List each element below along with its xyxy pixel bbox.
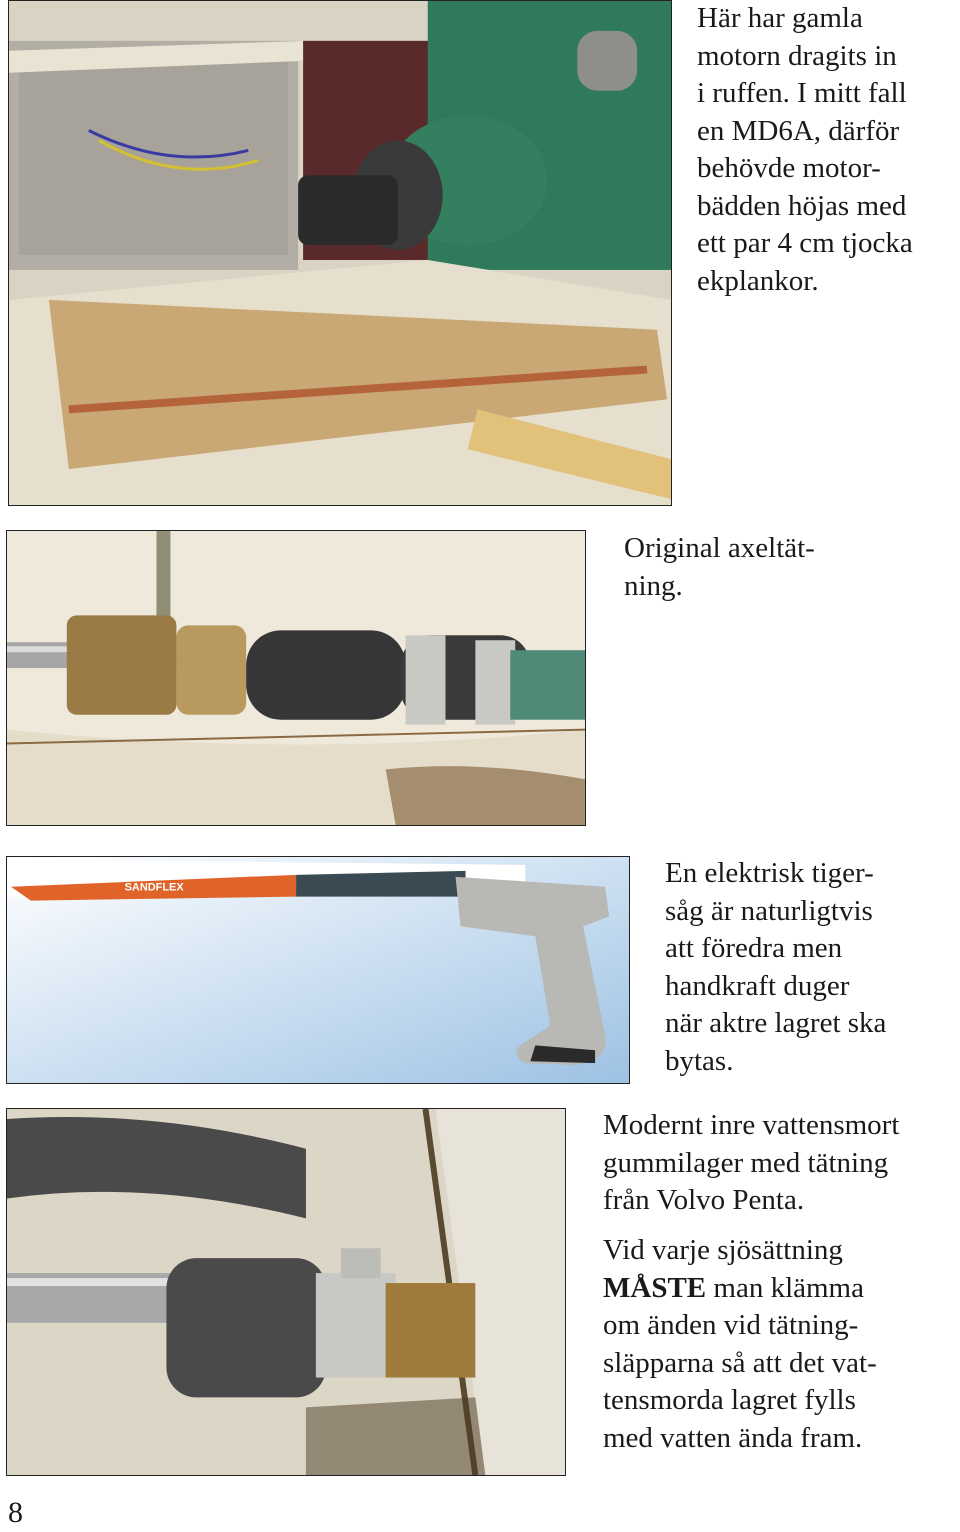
- caption-line: bytas.: [665, 1044, 734, 1077]
- caption-line: med vatten ända fram.: [603, 1421, 863, 1454]
- emphasis-word: MÅSTE: [603, 1271, 707, 1304]
- saw-caption: [665, 855, 886, 1080]
- bearing-illustration: [7, 1109, 565, 1475]
- saw-illustration: [7, 857, 629, 1083]
- caption-line: från Volvo Penta.: [603, 1184, 805, 1216]
- shaft-seal-illustration: [7, 531, 585, 825]
- bearing-caption: [603, 1107, 899, 1220]
- caption-line: gummilager med tätning: [603, 1146, 889, 1179]
- caption-line: en MD6A, därför: [697, 114, 900, 147]
- caption-line: En elektrisk tiger-: [665, 857, 874, 889]
- caption-line: ning.: [624, 569, 683, 602]
- caption-line: motorn dragits in: [697, 39, 897, 72]
- caption-line: bädden höjas med: [697, 189, 907, 222]
- caption-line: Original axeltät-: [624, 532, 815, 564]
- page-number: 8: [8, 1496, 23, 1529]
- caption-fragment: man klämma: [706, 1271, 864, 1304]
- engine-caption: [697, 0, 913, 300]
- caption-line-emphasis: [603, 1270, 877, 1308]
- engine-photo-illustration: [9, 1, 671, 505]
- caption-line: handkraft duger: [665, 969, 850, 1002]
- caption-line: ekplankor.: [697, 264, 819, 297]
- caption-line: Modernt inre vattensmort: [603, 1109, 900, 1141]
- caption-line: tensmorda lagret fylls: [603, 1384, 856, 1416]
- shaft-seal-photo: [6, 530, 586, 826]
- seal-caption: [624, 530, 815, 605]
- caption-line: såg är naturligtvis: [665, 894, 873, 927]
- caption-line: när aktre lagret ska: [665, 1007, 887, 1039]
- caption-line: om änden vid tätning-: [603, 1309, 859, 1341]
- caption-line: släpparna så att det vat-: [603, 1346, 877, 1379]
- caption-line: att föredra men: [665, 932, 843, 964]
- caption-line: behövde motor-: [697, 152, 881, 184]
- launch-caption: [603, 1232, 877, 1457]
- engine-photo: [8, 0, 672, 506]
- caption-line: ett par 4 cm tjocka: [697, 227, 913, 259]
- saw-brand-label: SANDFLEX: [124, 881, 184, 894]
- caption-line: i ruffen. I mitt fall: [697, 77, 907, 109]
- reciprocating-saw-photo: [6, 856, 630, 1084]
- caption-line: Vid varje sjösättning: [603, 1234, 843, 1266]
- rubber-bearing-photo: [6, 1108, 566, 1476]
- caption-line: Här har gamla: [697, 2, 863, 34]
